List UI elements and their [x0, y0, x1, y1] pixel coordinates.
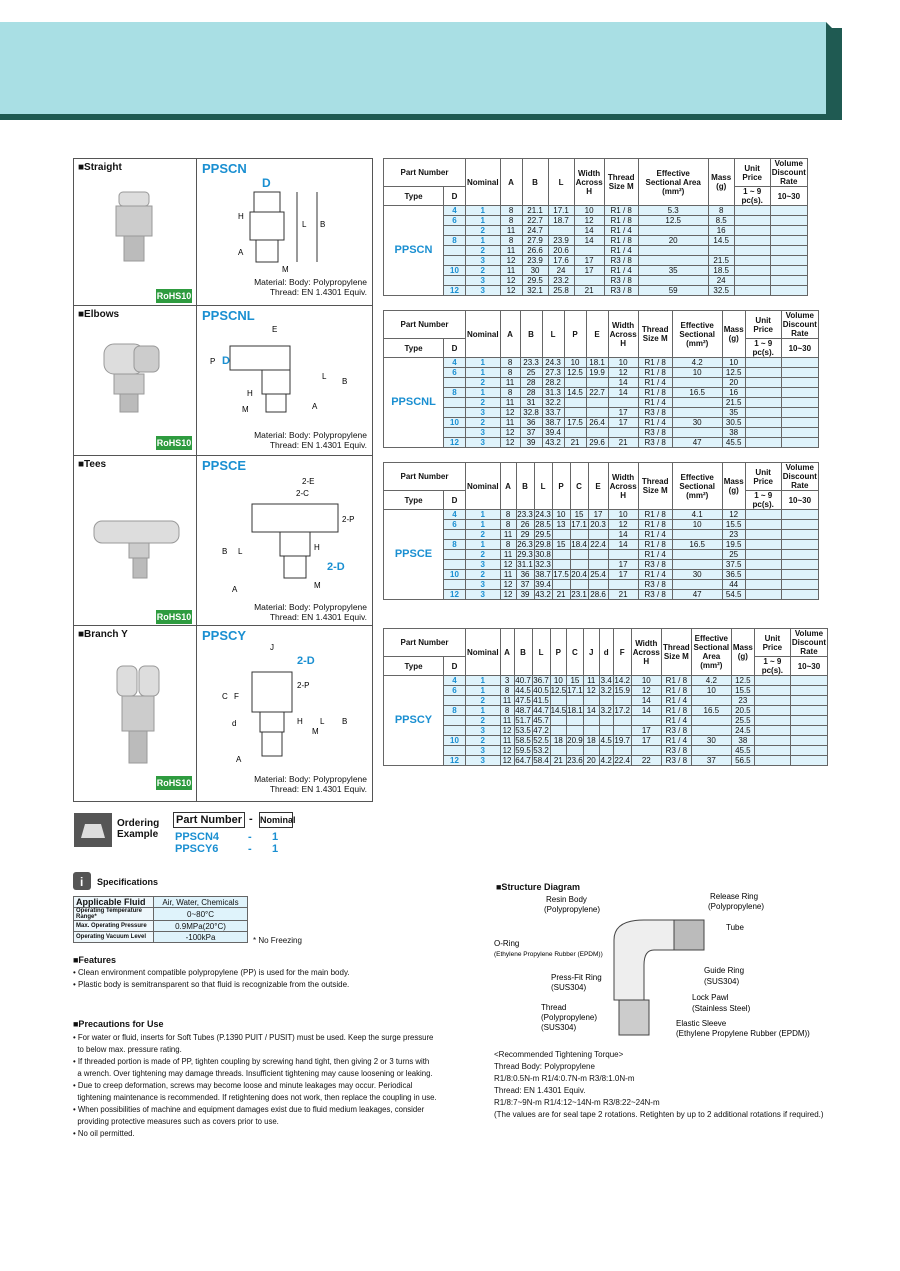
ordering-dash: -: [248, 843, 252, 855]
table-row: PPSCN 4 1 8 21.1 17.1 10 R1 / 8 5.3 8: [384, 206, 808, 216]
svg-text:H: H: [314, 543, 320, 552]
table-row: 3 12 59.5 53.2 R3 / 8 45.5: [384, 746, 828, 756]
branch-y-dimension-drawing: [202, 644, 367, 779]
table-row: 3 12 32.8 33.7 17 R3 / 8 35: [384, 408, 819, 418]
table-row: 3 12 29.5 23.2 R3 / 8 24: [384, 276, 808, 286]
svg-text:B: B: [320, 220, 326, 229]
svg-text:2-E: 2-E: [302, 477, 315, 486]
tightening-torque: <Recommended Tightening Torque> Thread Body: Polypropylene R1/8:0.5N-m R1/4:0.7N-m R3/8:1.0N-m Thread: EN 1.4301 Equiv. R1/8:7~9N-m R1/4:12~14N-m R3/8:22~24N-m (The values are for seal tape 2 rotations. Retighten by up to 2 additional rotations if required.): [494, 1050, 824, 1119]
table-row: PPSCE 4 1 8 23.3 24.3 10 15 17 10 R1 / 8 4.1 12: [384, 510, 819, 520]
thread-text: Thread: EN 1.4301 Equiv.: [269, 612, 367, 622]
svg-text:F: F: [234, 692, 239, 701]
product-panel-branch-y: [73, 625, 373, 802]
part-code: PPSCE: [202, 458, 247, 473]
ordering-example-2: PPSCY6: [175, 843, 219, 855]
table-row: 2 11 31 32.2 R1 / 4 21.5: [384, 398, 819, 408]
t2-table: Part Number Nominal A B L P E Width Across H Thread Size M Effective Sectional (mm²) Mass (g) Unit Price Volume Discount Rate Type D 1 ~ 9 pc(s). 10~30 PPSCNL 4 1 8 23.3 24.3 10 18.1 10 R1 / 8 4.2 10 6 1 8 25 27.3 12.5 19.9 12 R1 / 8 10 12.5 2 11 28 28.2 14 R1 / 4 20 8 1 8 28 31.3 14.5 22.7 14 R1 / 8 16.5 16 2 11 31 32.2 R1 / 4 21.5 3 12 32.8 33.7 17 R3 / 8 35 10 2 11 36 38.7 17.5 26.4 17 R1 / 4 30 30.5 3 12 37 39.4 R3 / 8 38 12 3 12 39 43.2 21 29.6 21 R3 / 8 47 45.5: [383, 310, 819, 448]
table-row: 3 12 37 39.4 R3 / 8 38: [384, 428, 819, 438]
svg-text:H: H: [247, 389, 253, 398]
product-panel-elbows: [73, 305, 373, 455]
svg-text:A: A: [238, 248, 244, 257]
svg-text:2-C: 2-C: [296, 489, 309, 498]
structure-diagram: [494, 890, 810, 1040]
table-row: PPSCY 4 1 3 40.7 36.7 10 15 11 3.4 14.2 10 R1 / 8 4.2 12.5: [384, 676, 828, 686]
material-text: Material: Body: Polypropylene: [254, 774, 367, 784]
svg-text:A: A: [236, 755, 242, 764]
specifications-table: Applicable Fluid Air, Water, Chemicals Operating Temperature Range* 0~80°C Max. Operating Pressure 0.9MPa(20°C) Operating Vacuum Level -100kPa: [73, 896, 248, 943]
straight-fitting-image: [104, 187, 164, 267]
svg-text:J: J: [270, 643, 274, 652]
table-row: 3 12 31.1 32.3 17 R3 / 8 37.5: [384, 560, 819, 570]
svg-text:P: P: [210, 357, 216, 366]
material-text: Material: Body: Polypropylene: [254, 277, 367, 287]
thread-text: Thread: EN 1.4301 Equiv.: [269, 784, 367, 794]
part-code: PPSCY: [202, 628, 247, 643]
t3-table: Part Number Nominal A B L P C E Width Across H Thread Size M Effective Sectional (mm²) Mass (g) Unit Price Volume Discount Rate Type D 1 ~ 9 pc(s). 10~30 PPSCE 4 1 8 23.3 24.3 10 15 17 10 R1 / 8 4.1 12 6 1 8 26 28.5 13 17.1 20.3 12 R1 / 8 10 15.5 2 11 29 29.5 14 R1 / 4 23 8 1 8 26.3 29.8 15 18.4 22.4 14 R1 / 8 16.5 19.5 2 11 29.3 30.8 R1 / 4 25 3 12 31.1 32.3 17 R3 / 8 37.5 10 2 11 36 38.7 17.5 20.4 25.4 17 R1 / 4 30 36.5 3 12 37 39.4 R3 / 8 44 12 3 12 39 43.2 21 23.1 28.6 21 R3 / 8 47 54.5: [383, 462, 819, 600]
svg-text:O-Ring: O-Ring: [494, 939, 520, 948]
precautions-title: ■Precautions for Use: [73, 1019, 164, 1029]
table-row: 10 2 11 36 38.7 17.5 26.4 17 R1 / 4 30 30.5: [384, 418, 819, 428]
rohs-badge: RoHS10: [156, 438, 192, 448]
svg-text:Press-Fit Ring: Press-Fit Ring: [551, 973, 602, 982]
ordering-dash: -: [249, 813, 253, 825]
svg-text:Release Ring: Release Ring: [710, 892, 759, 901]
table-row: 6 1 8 26 28.5 13 17.1 20.3 12 R1 / 8 10 15.5: [384, 520, 819, 530]
svg-text:D: D: [262, 176, 271, 190]
product-panel-straight: [73, 158, 373, 305]
svg-text:2-P: 2-P: [342, 515, 355, 524]
elbow-fitting-image: [94, 336, 174, 416]
rohs-badge: RoHS10: [156, 612, 192, 622]
table-row: 12 3 12 64.7 58.4 21 23.6 20 4.2 22.4 22 R3 / 8 37 56.5: [384, 756, 828, 766]
features-title: ■Features: [73, 955, 116, 965]
banner-corner: [826, 22, 842, 38]
svg-text:M: M: [314, 581, 321, 590]
table-row: 8 1 8 26.3 29.8 15 18.4 22.4 14 R1 / 8 16.5 19.5: [384, 540, 819, 550]
table-row: 6 1 8 25 27.3 12.5 19.9 12 R1 / 8 10 12.5: [384, 368, 819, 378]
svg-text:(Polypropylene): (Polypropylene): [541, 1013, 598, 1022]
svg-text:Elastic Sleeve: Elastic Sleeve: [676, 1019, 727, 1028]
category-label: ■Straight: [78, 162, 122, 173]
ordering-example: [73, 812, 313, 862]
svg-text:L: L: [322, 372, 327, 381]
svg-text:L: L: [320, 717, 325, 726]
table-row: 8 1 8 48.7 44.7 14.5 18.1 14 3.2 17.2 14 R1 / 8 16.5 20.5: [384, 706, 828, 716]
svg-text:(Polypropylene): (Polypropylene): [708, 902, 765, 911]
thread-text: Thread: EN 1.4301 Equiv.: [269, 440, 367, 450]
table-row: 2 11 28 28.2 14 R1 / 4 20: [384, 378, 819, 388]
svg-text:(SUS304): (SUS304): [541, 1023, 577, 1032]
table-row: 3 12 23.9 17.6 17 R3 / 8 21.5: [384, 256, 808, 266]
table-row: 2 11 29.3 30.8 R1 / 4 25: [384, 550, 819, 560]
svg-text:M: M: [282, 265, 289, 274]
svg-text:B: B: [222, 547, 228, 556]
ordering-example-1: PPSCN4: [175, 831, 220, 843]
svg-text:i: i: [80, 875, 84, 889]
table-row: 8 1 8 27.9 23.9 14 R1 / 8 20 14.5: [384, 236, 808, 246]
svg-text:H: H: [238, 212, 244, 221]
table-row: 6 1 8 22.7 18.7 12 R1 / 8 12.5 8.5: [384, 216, 808, 226]
info-icon: [73, 872, 91, 890]
svg-text:Lock Pawl: Lock Pawl: [692, 993, 729, 1002]
ordering-title-1: Ordering: [117, 818, 160, 829]
thread-text: Thread: EN 1.4301 Equiv.: [269, 287, 367, 297]
t4-table: Part Number Nominal A B L P C J d F Width Across H Thread Size M Effective Sectional Area (mm²) Mass (g) Unit Price Volume Discount Rate Type D 1 ~ 9 pc(s). 10~30 PPSCY 4 1 3 40.7 36.7 10 15 11 3.4 14.2 10 R1 / 8 4.2 12.5 6 1 8 44.5 40.5 12.5 17.1 12 3.2 15.9 12 R1 / 8 10 15.5 2 11 47.5 41.5 14 R1 / 4 23 8 1 8 48.7 44.7 14.5 18.1 14 3.2 17.2 14 R1 / 8 16.5 20.5 2 11 51.7 45.7 R1 / 4 25.5 3 12 53.5 47.2 17 R3 / 8 24.5 10 2 11 58.5 52.5 18 20.9 18 4.5 19.7 17 R1 / 4 30 38 3 12 59.5 53.2 R3 / 8 45.5 12 3 12 64.7 58.4 21 23.6 20 4.2 22.4 22 R3 / 8 37 56.5: [383, 628, 828, 766]
ordering-col-nominal: Nominal: [259, 812, 293, 828]
ordering-col-part: Part Number: [173, 812, 245, 828]
table-row: 10 2 11 58.5 52.5 18 20.9 18 4.5 19.7 17 R1 / 4 30 38: [384, 736, 828, 746]
table-row: 6 1 8 44.5 40.5 12.5 17.1 12 3.2 15.9 12 R1 / 8 10 15.5: [384, 686, 828, 696]
specifications-title: Specifications: [97, 877, 159, 887]
elbow-dimension-drawing: [202, 324, 362, 424]
category-label: ■Elbows: [78, 309, 120, 320]
page-banner: [0, 22, 826, 114]
ordering-nominal-1: 1: [272, 831, 279, 843]
table-row: PPSCNL 4 1 8 23.3 24.3 10 18.1 10 R1 / 8 4.2 10: [384, 358, 819, 368]
table-row: 12 3 12 39 43.2 21 29.6 21 R3 / 8 47 45.5: [384, 438, 819, 448]
branch-y-fitting-image: [114, 661, 164, 771]
part-code: PPSCNL: [202, 308, 255, 323]
table-row: 2 11 47.5 41.5 14 R1 / 4 23: [384, 696, 828, 706]
svg-text:L: L: [302, 220, 307, 229]
precautions-list: • For water or fluid, inserts for Soft Tubes (P.1390 PUIT / PUSIT) must be used. Keep the surge pressure to below max. pressure rating. • If threaded portion is made of PP, tighten coupling by screwing hand tight, then giving 2 or 3 turns with a wrench. Over tightening may damage threads. Insufficient tightening may cause loosening or leaking. • Due to creep deformation, screws may become loose and minute leakages may occur. Periodical tightening maintenance is recommended. If retightening does not work, then replace the coupling in use. • When possibilities of machine and equipment damages exist due to fluid medium leakages, consider providing protective measures such as covers prior to use. • No oil permitted.: [73, 1033, 437, 1138]
svg-text:2-P: 2-P: [297, 681, 310, 690]
tee-dimension-drawing: [202, 474, 367, 604]
part-code: PPSCN: [202, 161, 247, 176]
svg-text:C: C: [222, 692, 228, 701]
table-row: 3 12 37 39.4 R3 / 8 44: [384, 580, 819, 590]
svg-text:d: d: [232, 719, 237, 728]
freezing-note: * No Freezing: [253, 936, 302, 945]
svg-text:(Ethylene Propylene Rubber (EP: (Ethylene Propylene Rubber (EPDM)): [494, 951, 603, 958]
table-row: 8 1 8 28 31.3 14.5 22.7 14 R1 / 8 16.5 16: [384, 388, 819, 398]
svg-text:Resin Body: Resin Body: [546, 895, 587, 904]
svg-text:2-D: 2-D: [327, 561, 345, 573]
svg-text:Guide Ring: Guide Ring: [704, 966, 745, 975]
svg-text:M: M: [242, 405, 249, 414]
t1-table: Part Number Nominal A B L Width Across H Thread Size M Effective Sectional Area (mm²) Mass (g) Unit Price Volume Discount Rate Type D 1 ~ 9 pc(s). 10~30 PPSCN 4 1 8 21.1 17.1 10 R1 / 8 5.3 8 6 1 8 22.7 18.7 12 R1 / 8 12.5 8.5 2 11 24.7 14 R1 / 4 16 8 1 8 27.9 23.9 14 R1 / 8 20 14.5 2 11 26.6 20.6 R1 / 4 3 12 23.9 17.6 17 R3 / 8 21.5 10 2 11 30 24 17 R1 / 4 35 18.5 3 12 29.5 23.2 R3 / 8 24 12 3 12 32.1 25.8 21 R3 / 8 59 32.5: [383, 158, 808, 296]
table-row: 10 2 11 36 38.7 17.5 20.4 25.4 17 R1 / 4 30 36.5: [384, 570, 819, 580]
svg-text:2-D: 2-D: [297, 655, 315, 667]
table-row: 12 3 12 39 43.2 21 23.1 28.6 21 R3 / 8 47 54.5: [384, 590, 819, 600]
tee-fitting-image: [89, 496, 184, 586]
category-label: ■Tees: [78, 459, 107, 470]
svg-text:D: D: [222, 355, 230, 367]
material-text: Material: Body: Polypropylene: [254, 602, 367, 612]
svg-text:H: H: [297, 717, 303, 726]
phone-icon: [73, 812, 113, 848]
svg-text:A: A: [232, 585, 238, 594]
svg-text:(Polypropylene): (Polypropylene): [544, 905, 601, 914]
table-row: 12 3 12 32.1 25.8 21 R3 / 8 59 32.5: [384, 286, 808, 296]
ordering-title-2: Example: [117, 829, 159, 840]
svg-text:A: A: [312, 402, 318, 411]
svg-text:B: B: [342, 717, 348, 726]
svg-text:Thread: Thread: [541, 1003, 567, 1012]
rohs-badge: RoHS10: [156, 778, 192, 788]
rohs-badge: RoHS10: [156, 291, 192, 301]
svg-text:(SUS304): (SUS304): [704, 977, 740, 986]
svg-text:B: B: [342, 377, 348, 386]
table-row: 2 11 24.7 14 R1 / 4 16: [384, 226, 808, 236]
svg-text:L: L: [238, 547, 243, 556]
svg-text:(SUS304): (SUS304): [551, 983, 587, 992]
table-row: 3 12 53.5 47.2 17 R3 / 8 24.5: [384, 726, 828, 736]
table-row: 2 11 51.7 45.7 R1 / 4 25.5: [384, 716, 828, 726]
table-row: 2 11 26.6 20.6 R1 / 4: [384, 246, 808, 256]
table-row: 10 2 11 30 24 17 R1 / 4 35 18.5: [384, 266, 808, 276]
product-panel-tees: [73, 455, 373, 625]
straight-dimension-drawing: [202, 177, 362, 277]
svg-text:(Ethylene Propylene Rubber (EP: (Ethylene Propylene Rubber (EPDM)): [676, 1029, 810, 1038]
table-row: 2 11 29 29.5 14 R1 / 4 23: [384, 530, 819, 540]
ordering-nominal-2: 1: [272, 843, 279, 855]
svg-text:E: E: [272, 325, 278, 334]
svg-text:(Stainless Steel): (Stainless Steel): [692, 1004, 751, 1013]
svg-text:M: M: [312, 727, 319, 736]
structure-title: ■Structure Diagram: [496, 882, 580, 892]
category-label: ■Branch Y: [78, 629, 128, 640]
ordering-dash: -: [248, 831, 252, 843]
features-list: • Clean environment compatible polypropylene (PP) is used for the main body. • Plastic body is semitransparent so that fluid is recognizable from the outside.: [73, 968, 350, 989]
material-text: Material: Body: Polypropylene: [254, 430, 367, 440]
svg-text:Tube: Tube: [726, 923, 744, 932]
